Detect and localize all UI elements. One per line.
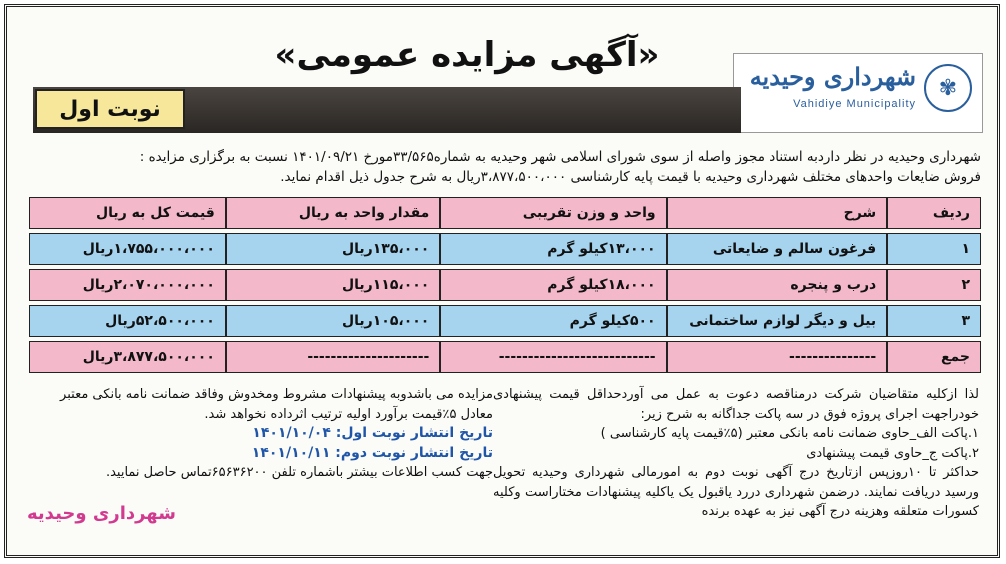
total-unit-price: --------------------- bbox=[226, 341, 440, 373]
row-description: فرغون سالم و ضایعاتی bbox=[667, 233, 888, 265]
total-label: جمع bbox=[887, 341, 981, 373]
first-publish-date: تاریخ انتشار نوبت اول: ۱۴۰۱/۱۰/۰۴ bbox=[252, 425, 493, 441]
table-header-row bbox=[29, 197, 981, 229]
municipality-emblem-icon: ✾ bbox=[924, 64, 972, 112]
row-index: ۳ bbox=[887, 305, 981, 337]
row-total-price: ۵۲،۵۰۰،۰۰۰ریال bbox=[29, 305, 226, 337]
municipality-logo bbox=[733, 53, 983, 133]
row-unit-price: ۱۰۵،۰۰۰ریال bbox=[226, 305, 440, 337]
page-title: «آگهی مزایده عمومی» bbox=[274, 35, 660, 75]
row-total-price: ۱،۷۵۵،۰۰۰،۰۰۰ریال bbox=[29, 233, 226, 265]
row-unit-price: ۱۳۵،۰۰۰ریال bbox=[226, 233, 440, 265]
advertisement-frame bbox=[4, 4, 1000, 558]
table-total-row bbox=[29, 341, 981, 373]
row-unit-weight: ۵۰۰کیلو گرم bbox=[440, 305, 666, 337]
table-row bbox=[29, 305, 981, 337]
logo-text-en: Vahidiye Municipality bbox=[793, 98, 916, 110]
row-unit-price: ۱۱۵،۰۰۰ریال bbox=[226, 269, 440, 301]
table-row bbox=[29, 233, 981, 265]
row-unit-weight: ۱۳،۰۰۰کیلو گرم bbox=[440, 233, 666, 265]
logo-text-fa: شهرداری وحیدیه bbox=[749, 62, 916, 91]
intro-line-1: شهرداری وحیدیه در نظر داردبه استناد مجوز واصله از سوی شورای اسلامی شهر وحیدیه به شماره۳۳/۵۶۵مورخ ۱۴۰۱/۰۹/۲۱ نسبت به برگزاری مزایده : bbox=[139, 149, 981, 165]
row-description: درب و پنجره bbox=[667, 269, 888, 301]
second-publish-date: تاریخ انتشار نوبت دوم: ۱۴۰۱/۱۰/۱۱ bbox=[251, 444, 493, 461]
items-table bbox=[29, 193, 981, 377]
header-description: شرح bbox=[667, 197, 888, 229]
header-index: ردیف bbox=[887, 197, 981, 229]
round-badge: نوبت اول bbox=[35, 89, 185, 129]
row-total-price: ۲،۰۷۰،۰۰۰،۰۰۰ریال bbox=[29, 269, 226, 301]
intro-line-2: فروش ضایعات واحدهای مختلف شهرداری وحیدیه با قیمت پایه کارشناسی ۳،۸۷۷،۵۰۰،۰۰۰ریال به شرح جدول ذیل اقدام نماید. bbox=[280, 169, 981, 185]
notes-text bbox=[25, 385, 493, 483]
header-unit-price: مقدار واحد به ریال bbox=[226, 197, 440, 229]
header bbox=[7, 7, 997, 147]
total-unit-weight: --------------------------- bbox=[440, 341, 666, 373]
row-index: ۱ bbox=[887, 233, 981, 265]
intro-text bbox=[29, 147, 981, 187]
contact-info: جهت کسب اطلاعات بیشتر باشماره تلفن ۶۵۶۳۶۲۰۰تماس حاصل نمایید. bbox=[105, 465, 493, 480]
header-unit-weight: واحد و وزن تقریبی bbox=[440, 197, 666, 229]
total-description: --------------- bbox=[667, 341, 888, 373]
table-row bbox=[29, 269, 981, 301]
signature: شهرداری وحیدیه bbox=[27, 503, 176, 524]
conditions-paragraph-2: حداکثر تا ۱۰روزپس ازتاریخ درج آگهی نوبت دوم به امورمالی شهرداری وحیدیه تحویل ورسید دریافت نمایند. درضمن شهرداری دررد یاقبول یک یاکلیه پیشنهادات مختاراست وکلیه کسورات متعلقه وهزینه درج آگهی نیز به عهده برنده bbox=[493, 465, 979, 519]
row-unit-weight: ۱۸،۰۰۰کیلو گرم bbox=[440, 269, 666, 301]
row-description: بیل و دیگر لوازم ساختمانی bbox=[667, 305, 888, 337]
conditions-paragraph-1: لذا ازکلیه متقاضیان شرکت درمناقصه دعوت به عمل می آوردحداقل قیمت پیشنهادی خودراجهت اجرای پروژه فوق در سه پاکت جداگانه به شرح زیر: bbox=[493, 387, 979, 422]
conditions-envelope-c: ۲.پاکت ج_حاوی قیمت پیشنهادی bbox=[806, 445, 979, 461]
conditions-envelope-a: ۱.پاکت الف_حاوی ضمانت نامه بانکی معتبر (۵٪قیمت پایه کارشناسی ) bbox=[600, 426, 979, 441]
conditions-text bbox=[493, 385, 979, 522]
row-index: ۲ bbox=[887, 269, 981, 301]
total-amount: ۳،۸۷۷،۵۰۰،۰۰۰ریال bbox=[29, 341, 226, 373]
notes-paragraph: مزایده می باشدوبه پیشنهادات مشروط ومخدوش وفاقد ضمانت نامه بانکی معتبر معادل ۵٪قیمت برآورد اولیه ترتیب اثرداده نخواهد شد. bbox=[60, 387, 493, 422]
header-total-price: قیمت کل به ریال bbox=[29, 197, 226, 229]
